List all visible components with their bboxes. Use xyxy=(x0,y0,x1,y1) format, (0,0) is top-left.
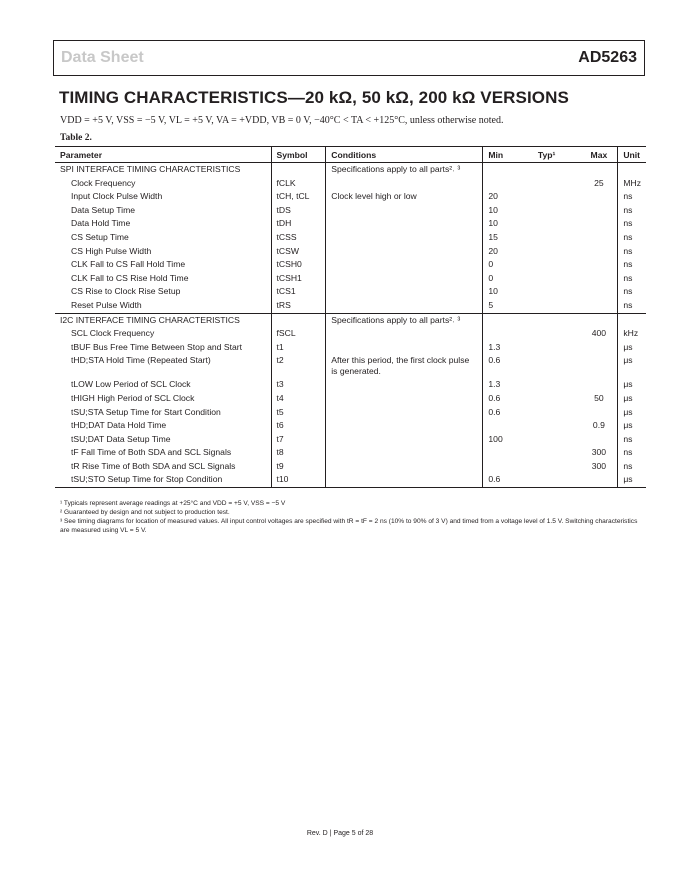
min-cell: 10 xyxy=(483,285,533,299)
conditions-cell: Clock level high or low xyxy=(326,190,483,204)
typ-cell xyxy=(533,419,581,433)
unit-cell: ns xyxy=(618,433,646,447)
parameter-cell: tSU;DAT Data Setup Time xyxy=(71,433,171,444)
typ-cell xyxy=(533,231,581,245)
min-cell: 1.3 xyxy=(483,341,533,355)
parameter-cell: Input Clock Pulse Width xyxy=(71,191,163,202)
typ-cell xyxy=(533,217,581,231)
symbol-cell: tCSH1 xyxy=(271,272,326,286)
conditions-cell xyxy=(326,446,483,460)
max-cell: 25 xyxy=(594,177,604,188)
unit-cell: ns xyxy=(618,204,646,218)
max-cell: 300 xyxy=(591,460,607,471)
min-cell: 100 xyxy=(483,433,533,447)
table-row xyxy=(55,419,646,433)
max-cell xyxy=(580,341,617,355)
symbol-cell: tDS xyxy=(271,204,326,218)
table-row xyxy=(55,285,646,299)
typ-cell xyxy=(533,272,581,286)
min-cell: 10 xyxy=(483,204,533,218)
conditions-cell xyxy=(326,460,483,474)
symbol-cell: t8 xyxy=(271,446,326,460)
unit-cell: μs xyxy=(618,473,646,487)
col-max: Max xyxy=(580,147,617,163)
typ-cell xyxy=(533,285,581,299)
conditions-cell: After this period, the first clock pulse is generated. xyxy=(326,354,483,378)
max-cell: 400 xyxy=(591,328,607,339)
min-cell: 0.6 xyxy=(483,406,533,420)
max-cell xyxy=(580,258,617,272)
max-cell: 50 xyxy=(594,392,604,403)
unit-cell: ns xyxy=(618,446,646,460)
unit-cell: ns xyxy=(618,299,646,313)
max-cell xyxy=(580,285,617,299)
header-bar xyxy=(53,40,645,76)
table-row xyxy=(55,327,646,341)
max-cell xyxy=(580,163,617,177)
min-cell xyxy=(483,327,533,341)
conditions-cell xyxy=(326,378,483,392)
max-cell xyxy=(580,406,617,420)
section-heading-row xyxy=(55,163,646,177)
symbol-cell: t5 xyxy=(271,406,326,420)
unit-cell: ns xyxy=(618,258,646,272)
conditions-cell xyxy=(326,231,483,245)
conditions-cell xyxy=(326,245,483,259)
min-cell: 20 xyxy=(483,190,533,204)
section-title: TIMING CHARACTERISTICS—20 kΩ, 50 kΩ, 200 kΩ VERSIONS xyxy=(59,88,569,107)
col-parameter: Parameter xyxy=(55,147,271,163)
unit-cell: kHz xyxy=(618,327,646,341)
max-cell: 0.9 xyxy=(592,420,605,431)
conditions-cell: Specifications apply to all parts²˒ ³ xyxy=(326,163,483,177)
max-cell xyxy=(580,190,617,204)
parameter-cell: CLK Fall to CS Rise Hold Time xyxy=(71,272,189,283)
conditions-cell: Specifications apply to all parts²˒ ³ xyxy=(326,313,483,327)
min-cell xyxy=(483,163,533,177)
timing-table xyxy=(55,146,646,488)
parameter-cell: tSU;STO Setup Time for Stop Condition xyxy=(55,473,271,487)
typ-cell xyxy=(533,177,581,191)
min-cell: 5 xyxy=(483,299,533,313)
typ-cell xyxy=(533,406,581,420)
col-typ: Typ¹ xyxy=(533,147,581,163)
conditions-cell xyxy=(326,327,483,341)
unit-cell: ns xyxy=(618,231,646,245)
parameter-cell: CS Rise to Clock Rise Setup xyxy=(71,286,181,297)
symbol-cell: t9 xyxy=(271,460,326,474)
conditions-cell xyxy=(326,433,483,447)
max-cell xyxy=(580,231,617,245)
symbol-cell: t1 xyxy=(271,341,326,355)
footnote-1: ¹ Typicals represent average readings at +25°C and VDD = +5 V, VSS = −5 V xyxy=(60,500,286,507)
conditions-cell xyxy=(326,392,483,406)
unit-cell: ns xyxy=(618,285,646,299)
min-cell: 1.3 xyxy=(483,378,533,392)
typ-cell xyxy=(533,245,581,259)
table-row xyxy=(55,378,646,392)
unit-cell: μs xyxy=(618,354,646,378)
table-row xyxy=(55,204,646,218)
table-row xyxy=(55,217,646,231)
symbol-cell: fCLK xyxy=(271,177,326,191)
table-label: Table 2. xyxy=(60,133,92,143)
table-row xyxy=(55,433,646,447)
typ-cell xyxy=(533,473,581,487)
max-cell xyxy=(580,354,617,378)
table-row xyxy=(55,392,646,406)
col-symbol: Symbol xyxy=(271,147,326,163)
min-cell xyxy=(483,313,533,327)
parameter-cell: Clock Frequency xyxy=(71,177,136,188)
table-row xyxy=(55,406,646,420)
symbol-cell: tCSS xyxy=(271,231,326,245)
symbol-cell xyxy=(271,313,326,327)
table-row xyxy=(55,299,646,313)
typ-cell xyxy=(533,378,581,392)
parameter-cell: tF Fall Time of Both SDA and SCL Signals xyxy=(71,447,232,458)
unit-cell: μs xyxy=(618,341,646,355)
symbol-cell: t2 xyxy=(271,354,326,378)
min-cell xyxy=(483,177,533,191)
part-number: AD5263 xyxy=(578,49,637,66)
parameter-cell: tHIGH High Period of SCL Clock xyxy=(71,392,195,403)
max-cell: 300 xyxy=(591,447,607,458)
doc-type: Data Sheet xyxy=(61,49,144,66)
symbol-cell: t6 xyxy=(271,419,326,433)
typ-cell xyxy=(533,433,581,447)
table-header-row xyxy=(55,147,646,163)
symbol-cell: fSCL xyxy=(271,327,326,341)
typ-cell xyxy=(533,460,581,474)
max-cell xyxy=(580,245,617,259)
parameter-cell: tSU;STA Setup Time for Start Condition xyxy=(71,406,221,417)
max-cell xyxy=(580,204,617,218)
symbol-cell: t7 xyxy=(271,433,326,447)
page-footer: Rev. D | Page 5 of 28 xyxy=(306,830,374,837)
symbol-cell: t4 xyxy=(271,392,326,406)
table-row xyxy=(55,258,646,272)
conditions-cell xyxy=(326,406,483,420)
table-row xyxy=(55,231,646,245)
unit-cell: μs xyxy=(618,406,646,420)
section-heading-row xyxy=(55,313,646,327)
table-row xyxy=(55,245,646,259)
parameter-cell: tHD;DAT Data Hold Time xyxy=(71,420,167,431)
footnote-2: ² Guaranteed by design and not subject to production test. xyxy=(60,509,230,516)
conditions-cell xyxy=(326,204,483,218)
unit-cell: μs xyxy=(618,378,646,392)
min-cell: 20 xyxy=(483,245,533,259)
min-cell xyxy=(483,460,533,474)
parameter-cell: tR Rise Time of Both SDA and SCL Signals xyxy=(71,460,236,471)
typ-cell xyxy=(533,354,581,378)
parameter-cell: tHD;STA Hold Time (Repeated Start) xyxy=(71,355,211,366)
typ-cell xyxy=(533,392,581,406)
min-cell: 0.6 xyxy=(483,392,533,406)
typ-cell xyxy=(533,190,581,204)
max-cell xyxy=(580,378,617,392)
parameter-cell: SCL Clock Frequency xyxy=(71,328,155,339)
conditions-line: VDD = +5 V, VSS = −5 V, VL = +5 V, VA = +VDD, VB = 0 V, −40°C < TA < +125°C, unless otherwise noted. xyxy=(60,115,504,126)
min-cell xyxy=(483,446,533,460)
unit-cell xyxy=(618,163,646,177)
max-cell xyxy=(580,272,617,286)
max-cell xyxy=(580,313,617,327)
typ-cell xyxy=(533,327,581,341)
conditions-cell xyxy=(326,272,483,286)
min-cell: 0.6 xyxy=(483,473,533,487)
min-cell xyxy=(483,419,533,433)
table-row xyxy=(55,341,646,355)
min-cell: 0 xyxy=(483,272,533,286)
typ-cell xyxy=(533,204,581,218)
conditions-cell xyxy=(326,258,483,272)
table-row xyxy=(55,473,646,487)
symbol-cell: tCH, tCL xyxy=(271,190,326,204)
symbol-cell: t3 xyxy=(271,378,326,392)
symbol-cell: tDH xyxy=(271,217,326,231)
unit-cell: ns xyxy=(618,272,646,286)
max-cell xyxy=(580,473,617,487)
footnote-3: ³ See timing diagrams for location of measured values. All input control voltages are specified with tR = tF = 2 ns (10% to 90% of 3 V) and timed from a voltage level of 1.5 V. Switching characteristics are measured using VL = 5 V. xyxy=(60,518,638,534)
parameter-cell: CS Setup Time xyxy=(71,231,129,242)
symbol-cell: tCS1 xyxy=(271,285,326,299)
table-row xyxy=(55,460,646,474)
conditions-cell xyxy=(326,217,483,231)
conditions-cell xyxy=(326,473,483,487)
symbol-cell: tCSH0 xyxy=(271,258,326,272)
max-cell xyxy=(580,433,617,447)
table-row xyxy=(55,272,646,286)
min-cell: 0 xyxy=(483,258,533,272)
unit-cell: ns xyxy=(618,190,646,204)
section-heading: SPI INTERFACE TIMING CHARACTERISTICS xyxy=(55,163,271,177)
symbol-cell: tRS xyxy=(271,299,326,313)
parameter-cell: CLK Fall to CS Fall Hold Time xyxy=(71,259,186,270)
parameter-cell: Data Hold Time xyxy=(71,218,131,229)
symbol-cell: tCSW xyxy=(271,245,326,259)
parameter-cell: Reset Pulse Width xyxy=(71,299,142,310)
max-cell xyxy=(580,217,617,231)
conditions-cell xyxy=(326,419,483,433)
unit-cell: MHz xyxy=(618,177,646,191)
typ-cell xyxy=(533,446,581,460)
unit-cell xyxy=(618,313,646,327)
max-cell xyxy=(580,299,617,313)
conditions-cell xyxy=(326,299,483,313)
section-heading: I2C INTERFACE TIMING CHARACTERISTICS xyxy=(55,313,271,327)
conditions-cell xyxy=(326,177,483,191)
parameter-cell: Data Setup Time xyxy=(71,204,136,215)
table-row xyxy=(55,354,646,378)
parameter-cell: tLOW Low Period of SCL Clock xyxy=(71,379,191,390)
typ-cell xyxy=(533,313,581,327)
parameter-cell: tBUF Bus Free Time Between Stop and Start xyxy=(71,341,242,352)
typ-cell xyxy=(533,258,581,272)
symbol-cell: t10 xyxy=(271,473,326,487)
unit-cell: μs xyxy=(618,392,646,406)
symbol-cell xyxy=(271,163,326,177)
unit-cell: ns xyxy=(618,460,646,474)
col-unit: Unit xyxy=(618,147,646,163)
parameter-cell: CS High Pulse Width xyxy=(71,245,152,256)
unit-cell: μs xyxy=(618,419,646,433)
table-row xyxy=(55,177,646,191)
unit-cell: ns xyxy=(618,217,646,231)
conditions-cell xyxy=(326,285,483,299)
table-row xyxy=(55,190,646,204)
min-cell: 15 xyxy=(483,231,533,245)
col-min: Min xyxy=(483,147,533,163)
conditions-cell xyxy=(326,341,483,355)
typ-cell xyxy=(533,163,581,177)
table-row xyxy=(55,446,646,460)
unit-cell: ns xyxy=(618,245,646,259)
typ-cell xyxy=(533,299,581,313)
min-cell: 10 xyxy=(483,217,533,231)
typ-cell xyxy=(533,341,581,355)
col-conditions: Conditions xyxy=(326,147,483,163)
min-cell: 0.6 xyxy=(483,354,533,378)
